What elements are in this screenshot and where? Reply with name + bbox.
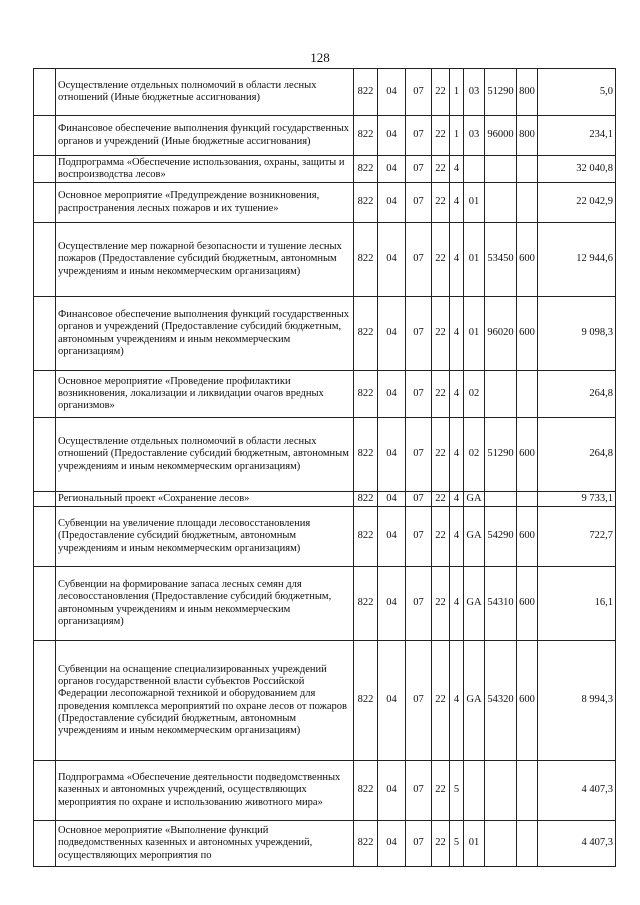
page-number: 128 [310, 50, 330, 65]
table-row [34, 116, 616, 156]
ved-code-cell: 822 [354, 567, 378, 641]
subsection-code-cell: 07 [406, 156, 432, 183]
table-row [34, 69, 616, 116]
direction-code-cell: 53450 [485, 223, 517, 297]
direction-code-cell: 54290 [485, 507, 517, 567]
table-row [34, 371, 616, 418]
ved-code-cell: 822 [354, 183, 378, 223]
section-code-cell: 04 [378, 183, 406, 223]
subprogram-code-cell: 4 [450, 183, 464, 223]
event-code-cell: 01 [464, 223, 485, 297]
table-row [34, 183, 616, 223]
event-code-cell: GA [464, 567, 485, 641]
direction-code-cell [485, 371, 517, 418]
section-code-cell: 04 [378, 156, 406, 183]
row-name-cell: Финансовое обеспечение выполнения функций государственных органов и учреждений (Иные бюджетные ассигнования) [56, 116, 354, 156]
event-code-cell: GA [464, 641, 485, 761]
subprogram-code-cell: 4 [450, 156, 464, 183]
direction-code-cell: 54310 [485, 567, 517, 641]
direction-code-cell: 96000 [485, 116, 517, 156]
direction-code-cell: 54320 [485, 641, 517, 761]
amount-cell: 8 994,3 [538, 641, 616, 761]
row-name-cell: Основное мероприятие «Выполнение функций подведомственных казенных и автономных учреждений, осуществляющих мероприятия по [56, 821, 354, 867]
subprogram-code-cell: 4 [450, 223, 464, 297]
section-code-cell: 04 [378, 116, 406, 156]
row-name-cell: Подпрограмма «Обеспечение использования, охраны, защиты и воспроизводства лесов» [56, 156, 354, 183]
subsection-code-cell: 07 [406, 418, 432, 492]
subsection-code-cell: 07 [406, 371, 432, 418]
event-code-cell: 02 [464, 418, 485, 492]
ved-code-cell: 822 [354, 492, 378, 507]
subsection-code-cell: 07 [406, 567, 432, 641]
amount-cell: 9 733,1 [538, 492, 616, 507]
row-stub-cell [34, 507, 56, 567]
section-code-cell: 04 [378, 418, 406, 492]
ved-code-cell: 822 [354, 223, 378, 297]
table-row [34, 641, 616, 761]
subsection-code-cell: 07 [406, 183, 432, 223]
program-code-cell: 22 [432, 116, 450, 156]
program-code-cell: 22 [432, 156, 450, 183]
amount-cell: 32 040,8 [538, 156, 616, 183]
section-code-cell: 04 [378, 641, 406, 761]
row-stub-cell [34, 492, 56, 507]
expense-type-code-cell: 600 [517, 567, 538, 641]
subprogram-code-cell: 4 [450, 507, 464, 567]
expense-type-code-cell: 600 [517, 223, 538, 297]
direction-code-cell: 51290 [485, 418, 517, 492]
subprogram-code-cell: 4 [450, 567, 464, 641]
expense-type-code-cell: 600 [517, 507, 538, 567]
amount-cell: 264,8 [538, 418, 616, 492]
subprogram-code-cell: 4 [450, 418, 464, 492]
expense-type-code-cell [517, 371, 538, 418]
direction-code-cell: 51290 [485, 69, 517, 116]
ved-code-cell: 822 [354, 507, 378, 567]
row-stub-cell [34, 371, 56, 418]
subprogram-code-cell: 4 [450, 371, 464, 418]
subprogram-code-cell: 5 [450, 761, 464, 821]
row-name-cell: Основное мероприятие «Проведение профилактики возникновения, локализации и ликвидации очагов вредных организмов» [56, 371, 354, 418]
amount-cell: 12 944,6 [538, 223, 616, 297]
section-code-cell: 04 [378, 69, 406, 116]
event-code-cell: 03 [464, 69, 485, 116]
event-code-cell [464, 156, 485, 183]
program-code-cell: 22 [432, 761, 450, 821]
ved-code-cell: 822 [354, 69, 378, 116]
amount-cell: 22 042,9 [538, 183, 616, 223]
row-stub-cell [34, 116, 56, 156]
table-row [34, 567, 616, 641]
amount-cell: 234,1 [538, 116, 616, 156]
row-name-cell: Субвенции на оснащение специализированных учреждений органов государственной власти субъектов Российской Федерации лесопожарной техникой и оборудованием для проведения комплекса мероприятий по охране лесов от пожаров (Предоставление субсидий бюджетным, автономным учреждениям и иным некоммерческим организациям) [56, 641, 354, 761]
subsection-code-cell: 07 [406, 223, 432, 297]
ved-code-cell: 822 [354, 761, 378, 821]
expense-type-code-cell [517, 821, 538, 867]
row-name-cell: Субвенции на увеличение площади лесовосстановления (Предоставление субсидий бюджетным, автономным учреждениям и иным некоммерческим организациям) [56, 507, 354, 567]
row-name-cell: Подпрограмма «Обеспечение деятельности подведомственных казенных и автономных учреждений, осуществляющих мероприятия по охране и использованию животного мира» [56, 761, 354, 821]
row-stub-cell [34, 641, 56, 761]
table-row [34, 507, 616, 567]
subsection-code-cell: 07 [406, 297, 432, 371]
expense-type-code-cell [517, 156, 538, 183]
table-row [34, 761, 616, 821]
subsection-code-cell: 07 [406, 507, 432, 567]
row-stub-cell [34, 297, 56, 371]
ved-code-cell: 822 [354, 418, 378, 492]
row-stub-cell [34, 418, 56, 492]
section-code-cell: 04 [378, 507, 406, 567]
direction-code-cell [485, 156, 517, 183]
table-row [34, 492, 616, 507]
row-stub-cell [34, 761, 56, 821]
subsection-code-cell: 07 [406, 116, 432, 156]
expense-type-code-cell: 800 [517, 116, 538, 156]
program-code-cell: 22 [432, 641, 450, 761]
row-name-cell: Субвенции на формирование запаса лесных семян для лесовосстановления (Предоставление субсидий бюджетным, автономным учреждениям и иным некоммерческим организациям) [56, 567, 354, 641]
program-code-cell: 22 [432, 507, 450, 567]
subprogram-code-cell: 4 [450, 492, 464, 507]
section-code-cell: 04 [378, 371, 406, 418]
amount-cell: 4 407,3 [538, 821, 616, 867]
event-code-cell: 03 [464, 116, 485, 156]
program-code-cell: 22 [432, 821, 450, 867]
row-stub-cell [34, 223, 56, 297]
subprogram-code-cell: 4 [450, 641, 464, 761]
subsection-code-cell: 07 [406, 492, 432, 507]
event-code-cell: GA [464, 507, 485, 567]
program-code-cell: 22 [432, 567, 450, 641]
row-stub-cell [34, 567, 56, 641]
subprogram-code-cell: 4 [450, 297, 464, 371]
program-code-cell: 22 [432, 223, 450, 297]
expense-type-code-cell: 600 [517, 418, 538, 492]
program-code-cell: 22 [432, 371, 450, 418]
subprogram-code-cell: 5 [450, 821, 464, 867]
ved-code-cell: 822 [354, 371, 378, 418]
expense-type-code-cell [517, 492, 538, 507]
event-code-cell: GA [464, 492, 485, 507]
direction-code-cell: 96020 [485, 297, 517, 371]
subsection-code-cell: 07 [406, 641, 432, 761]
program-code-cell: 22 [432, 69, 450, 116]
table-row [34, 297, 616, 371]
subprogram-code-cell: 1 [450, 69, 464, 116]
table-body [34, 69, 616, 867]
program-code-cell: 22 [432, 418, 450, 492]
table-row [34, 156, 616, 183]
subprogram-code-cell: 1 [450, 116, 464, 156]
expense-type-code-cell: 600 [517, 297, 538, 371]
amount-cell: 9 098,3 [538, 297, 616, 371]
expense-type-code-cell: 800 [517, 69, 538, 116]
ved-code-cell: 822 [354, 156, 378, 183]
section-code-cell: 04 [378, 223, 406, 297]
amount-cell: 264,8 [538, 371, 616, 418]
row-name-cell: Региональный проект «Сохранение лесов» [56, 492, 354, 507]
direction-code-cell [485, 183, 517, 223]
event-code-cell [464, 761, 485, 821]
ved-code-cell: 822 [354, 297, 378, 371]
row-stub-cell [34, 69, 56, 116]
ved-code-cell: 822 [354, 116, 378, 156]
ved-code-cell: 822 [354, 821, 378, 867]
event-code-cell: 01 [464, 297, 485, 371]
direction-code-cell [485, 821, 517, 867]
row-name-cell: Осуществление отдельных полномочий в области лесных отношений (Иные бюджетные ассигнования) [56, 69, 354, 116]
row-stub-cell [34, 156, 56, 183]
section-code-cell: 04 [378, 761, 406, 821]
table-row [34, 821, 616, 867]
section-code-cell: 04 [378, 297, 406, 371]
amount-cell: 722,7 [538, 507, 616, 567]
amount-cell: 16,1 [538, 567, 616, 641]
section-code-cell: 04 [378, 567, 406, 641]
table-row [34, 223, 616, 297]
event-code-cell: 01 [464, 183, 485, 223]
subsection-code-cell: 07 [406, 761, 432, 821]
program-code-cell: 22 [432, 183, 450, 223]
amount-cell: 5,0 [538, 69, 616, 116]
budget-table [33, 68, 616, 867]
expense-type-code-cell [517, 761, 538, 821]
event-code-cell: 01 [464, 821, 485, 867]
subsection-code-cell: 07 [406, 821, 432, 867]
row-name-cell: Осуществление мер пожарной безопасности и тушение лесных пожаров (Предоставление субсидий бюджетным, автономным учреждениям и иным некоммерческим организациям) [56, 223, 354, 297]
expense-type-code-cell: 600 [517, 641, 538, 761]
row-name-cell: Финансовое обеспечение выполнения функций государственных органов и учреждений (Предоставление субсидий бюджетным, автономным учреждениям и иным некоммерческим организациям) [56, 297, 354, 371]
program-code-cell: 22 [432, 297, 450, 371]
program-code-cell: 22 [432, 492, 450, 507]
row-stub-cell [34, 183, 56, 223]
amount-cell: 4 407,3 [538, 761, 616, 821]
row-name-cell: Осуществление отдельных полномочий в области лесных отношений (Предоставление субсидий бюджетным, автономным учреждениям и иным некоммерческим организациям) [56, 418, 354, 492]
section-code-cell: 04 [378, 821, 406, 867]
ved-code-cell: 822 [354, 641, 378, 761]
expense-type-code-cell [517, 183, 538, 223]
event-code-cell: 02 [464, 371, 485, 418]
section-code-cell: 04 [378, 492, 406, 507]
row-name-cell: Основное мероприятие «Предупреждение возникновения, распространения лесных пожаров и их тушение» [56, 183, 354, 223]
table-row [34, 418, 616, 492]
direction-code-cell [485, 761, 517, 821]
direction-code-cell [485, 492, 517, 507]
subsection-code-cell: 07 [406, 69, 432, 116]
row-stub-cell [34, 821, 56, 867]
